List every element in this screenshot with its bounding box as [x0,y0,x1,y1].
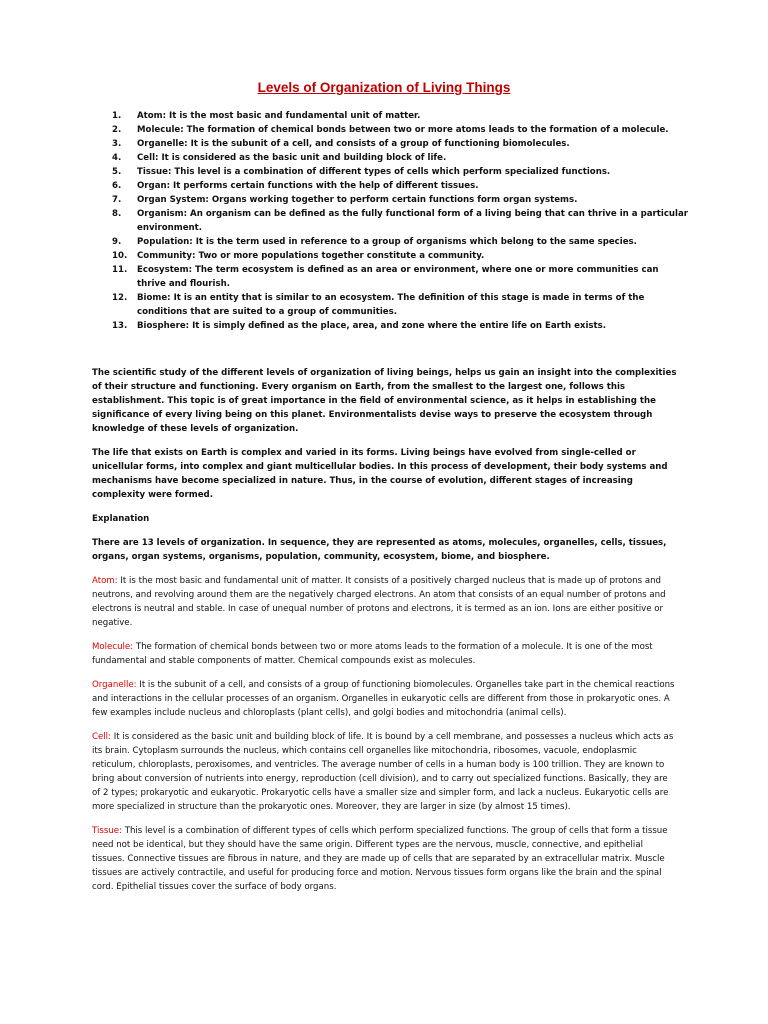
intro-paragraph: The life that exists on Earth is complex and varied in its forms. Living beings have evolved from single-celled or unicellular forms, into complex and giant multicellular bodies. In this process of development, their body systems and mechanisms have become specialized in nature. Thus, in the course of evolution, different stages of increasing complexity were formed. [92,448,668,500]
definition-text: It is the most basic and fundamental unit of matter. It consists of a positively charged nucleus that is made up of protons and neutrons, and revolving around them are the negatively charged electrons. An atom that consists of an equal number of protons and electrons is neutral and stable. In case of unequal number of protons and electrons, it is termed as an ion. Ions are either positive or negative. [92,576,666,628]
list-item: 2. Molecule: The formation of chemical bonds between two or more atoms leads to the formation of a molecule. [112,125,669,135]
term-label: Tissue: [92,826,122,836]
definition-organelle [92,678,678,720]
definition-cell [92,730,678,814]
list-item: 13. Biosphere: It is simply defined as the place, area, and zone where the entire life on Earth exists. [112,321,607,331]
list-item: 4. Cell: It is considered as the basic unit and building block of life. [112,153,447,163]
intro-paragraph: The scientific study of the different levels of organization of living beings, helps us gain an insight into the complexities of their structure and functioning. Every organism on Earth, from the smallest to the largest one, follows this establishment. This topic is of great importance in the field of environmental science, as it helps in establishing the significance of every living being on this planet. Environmentalists devise ways to preserve the ecosystem through knowledge of these levels of organization. [92,368,677,434]
definition-text: The formation of chemical bonds between two or more atoms leads to the formation of a molecule. It is one of the most fundamental and stable components of matter. Chemical compounds exist as molecules. [92,642,653,666]
list-item: 8. Organism: An organism can be defined as the fully functional form of a living being that can thrive in a particular environment. [112,209,689,233]
definition-atom [92,574,678,630]
definition-text: It is considered as the basic unit and building block of life. It is bound by a cell membrane, and possesses a nucleus which acts as its brain. Cytoplasm surrounds the nucleus, which contains cell organelles like mitochondria, ribosomes, vacuole, endoplasmic reticulum, chloroplasts, peroxisomes, and ventricles. The average number of cells in a human body is 100 trillion. They are known to bring about conversion of nutrients into energy, reproduction (cell division), and to carry out specialized functions. Basically, they are of 2 types; prokaryotic and eukaryotic. Prokaryotic cells have a smaller size and simpler form, and lack a nucleus. Eukaryotic cells are more specialized in structure than the prokaryotic ones. Moreover, they are larger in size (by almost 15 times). [92,732,674,812]
definition-text: It is the subunit of a cell, and consists of a group of functioning biomolecules. Organelles take part in the chemical reactions and interactions in the cellular processes of an organism. Organelles in eukaryotic cells are different from those in prokaryotic ones. A few examples include nucleus and chloroplasts (plant cells), and golgi bodies and mitochondria (animal cells). [92,680,675,718]
list-item: 9. Population: It is the term used in reference to a group of organisms which belong to the same species. [112,237,637,247]
explanation-heading: Explanation [92,514,150,524]
definition-molecule [92,640,678,668]
list-item: 3. Organelle: It is the subunit of a cell, and consists of a group of functioning biomolecules. [112,139,570,149]
term-label: Atom: [92,576,118,586]
levels-list [100,109,690,333]
list-item: 11. Ecosystem: The term ecosystem is defined as an area or environment, where one or more communities can thrive and flourish. [112,265,659,289]
list-item: 5. Tissue: This level is a combination of different types of cells which perform specialized functions. [112,167,611,177]
definition-tissue [92,824,678,894]
term-label: Organelle: [92,680,137,690]
list-item: 6. Organ: It performs certain functions with the help of different tissues. [112,181,479,191]
term-label: Molecule: [92,642,134,652]
list-item: 7. Organ System: Organs working together to perform certain functions form organ systems. [112,195,578,205]
page-title: Levels of Organization of Living Things [257,80,511,95]
list-item: 10. Community: Two or more populations together constitute a community. [112,251,485,261]
term-label: Cell: [92,732,111,742]
body-text [92,366,678,904]
definition-text: This level is a combination of different types of cells which perform specialized functions. The group of cells that form a tissue need not be identical, but they should have the same origin. Different types are the nervous, muscle, connective, and epithelial tissues. Connective tissues are fibrous in nature, and they are made up of cells that are separated by an extracellular matrix. Muscle tissues are actively contractile, and useful for producing force and motion. Nervous tissues form organs like the brain and the spinal cord. Epithelial tissues cover the surface of body organs. [92,826,668,892]
list-item: 1. Atom: It is the most basic and fundamental unit of matter. [112,111,421,121]
explanation-intro: There are 13 levels of organization. In sequence, they are represented as atoms, molecules, organelles, cells, tissues, organs, organ systems, organisms, population, community, ecosystem, biome, and biosphere. [92,538,667,562]
list-item: 12. Biome: It is an entity that is similar to an ecosystem. The definition of this stage is made in terms of the conditions that are suited to a group of communities. [112,293,645,317]
